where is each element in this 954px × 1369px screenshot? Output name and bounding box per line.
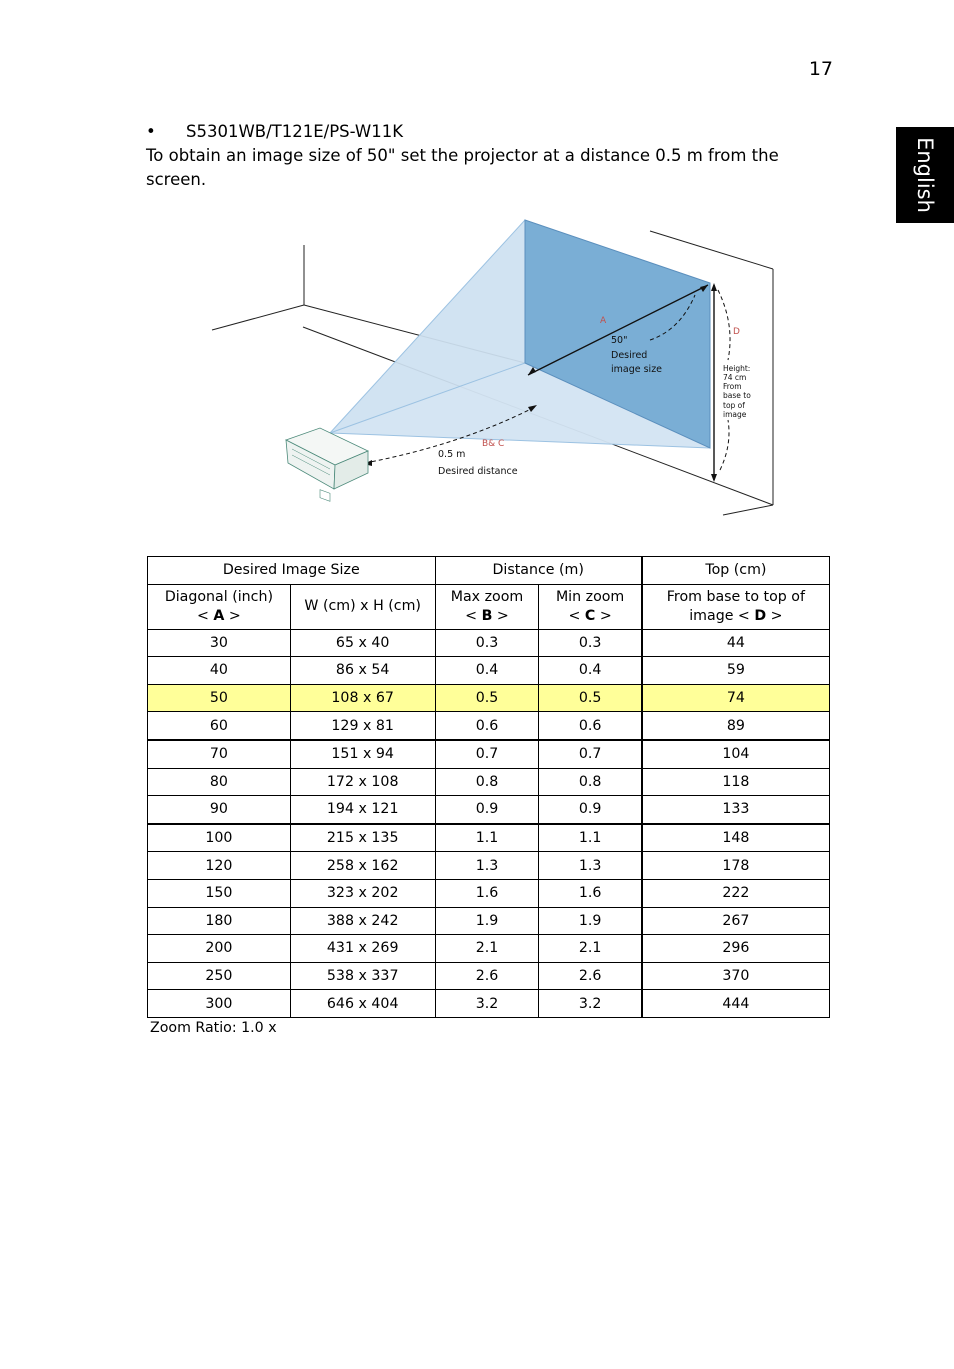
cell-wh: 538 x 337 [290, 962, 435, 990]
cell-wh: 65 x 40 [290, 629, 435, 657]
cell-diagonal: 180 [148, 907, 291, 935]
cell-max-zoom: 0.4 [435, 657, 539, 685]
cell-top: 148 [642, 824, 830, 852]
cell-min-zoom: 2.6 [539, 962, 642, 990]
language-tab-label: English [913, 137, 937, 213]
image-size-label-1: 50" [611, 335, 628, 346]
cell-top: 104 [642, 740, 830, 768]
cell-max-zoom: 0.3 [435, 629, 539, 657]
cell-min-zoom: 0.5 [539, 684, 642, 712]
wall-top-line [650, 231, 773, 269]
cell-diagonal: 40 [148, 657, 291, 685]
cell-max-zoom: 0.9 [435, 796, 539, 824]
label-d: D [733, 327, 740, 337]
arrow-head-icon [711, 474, 717, 482]
cell-wh: 323 x 202 [290, 879, 435, 907]
image-size-label-2: Desired [611, 350, 648, 361]
cell-wh: 431 x 269 [290, 935, 435, 963]
header-distance: Distance (m) [435, 557, 642, 585]
table-row [148, 907, 830, 935]
projector-icon [286, 428, 368, 501]
header-max-zoom [435, 584, 539, 629]
header-max-zoom-key: < B > [465, 607, 509, 624]
label-d-leader [720, 420, 729, 470]
table-row [148, 712, 830, 740]
cell-min-zoom: 1.6 [539, 879, 642, 907]
intro-sentence: To obtain an image size of 50" set the projector at a distance 0.5 m from the screen. [146, 146, 779, 189]
cell-diagonal: 250 [148, 962, 291, 990]
cell-top: 178 [642, 852, 830, 880]
cell-diagonal: 60 [148, 712, 291, 740]
distance-label-1: 0.5 m [438, 449, 466, 460]
page-number: 17 [808, 58, 833, 80]
table-row [148, 824, 830, 852]
cell-top: 370 [642, 962, 830, 990]
bullet-item [146, 120, 836, 144]
cell-max-zoom: 1.6 [435, 879, 539, 907]
cell-top: 74 [642, 684, 830, 712]
cell-wh: 388 x 242 [290, 907, 435, 935]
table-row [148, 879, 830, 907]
header-diagonal-key: < A > [197, 607, 241, 624]
cell-top: 59 [642, 657, 830, 685]
header-min-zoom-key: < C > [568, 607, 612, 624]
image-size-label-3: image size [611, 364, 663, 375]
cell-wh: 215 x 135 [290, 824, 435, 852]
cell-diagonal: 50 [148, 684, 291, 712]
table-row [148, 990, 830, 1018]
cell-wh: 129 x 81 [290, 712, 435, 740]
table-row [148, 962, 830, 990]
label-d-leader [718, 290, 730, 360]
height-label-2: 74 cm [723, 373, 747, 382]
cell-min-zoom: 0.3 [539, 629, 642, 657]
label-bc: B& C [482, 439, 505, 449]
table-row [148, 684, 830, 712]
wall-bottom-line [723, 505, 773, 515]
header-max-zoom-text: Max zoom [450, 588, 524, 605]
cell-wh: 108 x 67 [290, 684, 435, 712]
cell-diagonal: 150 [148, 879, 291, 907]
projection-diagram [200, 215, 790, 525]
table-row [148, 740, 830, 768]
header-wh: W (cm) x H (cm) [290, 584, 435, 629]
header-top: Top (cm) [642, 557, 830, 585]
cell-diagonal: 100 [148, 824, 291, 852]
cell-wh: 151 x 94 [290, 740, 435, 768]
cell-min-zoom: 0.6 [539, 712, 642, 740]
cell-diagonal: 70 [148, 740, 291, 768]
language-tab [896, 127, 954, 223]
cell-min-zoom: 1.3 [539, 852, 642, 880]
cell-diagonal: 120 [148, 852, 291, 880]
height-label-4: base to [723, 391, 751, 400]
model-name: S5301WB/T121E/PS-W11K [186, 122, 404, 141]
cell-min-zoom: 0.4 [539, 657, 642, 685]
cell-max-zoom: 1.9 [435, 907, 539, 935]
cell-max-zoom: 0.5 [435, 684, 539, 712]
cell-max-zoom: 2.6 [435, 962, 539, 990]
cell-wh: 172 x 108 [290, 768, 435, 796]
cell-min-zoom: 3.2 [539, 990, 642, 1018]
cell-min-zoom: 0.9 [539, 796, 642, 824]
height-label-5: top of [723, 401, 745, 410]
cell-diagonal: 30 [148, 629, 291, 657]
zoom-ratio-note: Zoom Ratio: 1.0 x [150, 1020, 277, 1036]
label-a: A [600, 316, 607, 326]
header-min-zoom-text: Min zoom [555, 588, 625, 605]
cell-wh: 646 x 404 [290, 990, 435, 1018]
cell-max-zoom: 1.3 [435, 852, 539, 880]
cell-wh: 258 x 162 [290, 852, 435, 880]
table-row [148, 629, 830, 657]
table-body [148, 629, 830, 1017]
cell-diagonal: 80 [148, 768, 291, 796]
height-label-6: image [723, 410, 747, 419]
header-top-detail [642, 584, 830, 629]
table-row [148, 852, 830, 880]
table-row [148, 935, 830, 963]
room-floor-left-line [212, 305, 304, 330]
cell-top: 118 [642, 768, 830, 796]
cell-top: 444 [642, 990, 830, 1018]
cell-diagonal: 90 [148, 796, 291, 824]
cell-max-zoom: 2.1 [435, 935, 539, 963]
header-min-zoom [539, 584, 642, 629]
cell-diagonal: 300 [148, 990, 291, 1018]
cell-top: 133 [642, 796, 830, 824]
header-image-size: Desired Image Size [148, 557, 436, 585]
cell-top: 222 [642, 879, 830, 907]
table-subheader-row [148, 584, 830, 629]
table-row [148, 657, 830, 685]
distance-label-2: Desired distance [438, 466, 518, 477]
header-top-key: image < D > [689, 607, 783, 624]
cell-max-zoom: 0.6 [435, 712, 539, 740]
cell-min-zoom: 2.1 [539, 935, 642, 963]
height-label-1: Height: [723, 364, 751, 373]
table-header-row [148, 557, 830, 585]
height-label-3: From [723, 382, 742, 391]
cell-max-zoom: 0.8 [435, 768, 539, 796]
intro-section [146, 120, 836, 192]
cell-max-zoom: 1.1 [435, 824, 539, 852]
cell-top: 296 [642, 935, 830, 963]
cell-top: 89 [642, 712, 830, 740]
header-diagonal-text: Diagonal (inch) [164, 588, 273, 605]
cell-max-zoom: 0.7 [435, 740, 539, 768]
cell-wh: 194 x 121 [290, 796, 435, 824]
header-top-text: From base to top of [666, 588, 805, 605]
table-row [148, 768, 830, 796]
cell-top: 267 [642, 907, 830, 935]
cell-top: 44 [642, 629, 830, 657]
cell-wh: 86 x 54 [290, 657, 435, 685]
arrow-head-icon [711, 283, 717, 291]
cell-min-zoom: 1.1 [539, 824, 642, 852]
cell-max-zoom: 3.2 [435, 990, 539, 1018]
cell-min-zoom: 1.9 [539, 907, 642, 935]
distance-table [147, 556, 830, 1018]
cell-min-zoom: 0.8 [539, 768, 642, 796]
header-diagonal [148, 584, 291, 629]
bullet-icon: • [146, 122, 156, 141]
cell-diagonal: 200 [148, 935, 291, 963]
table-row [148, 796, 830, 824]
cell-min-zoom: 0.7 [539, 740, 642, 768]
